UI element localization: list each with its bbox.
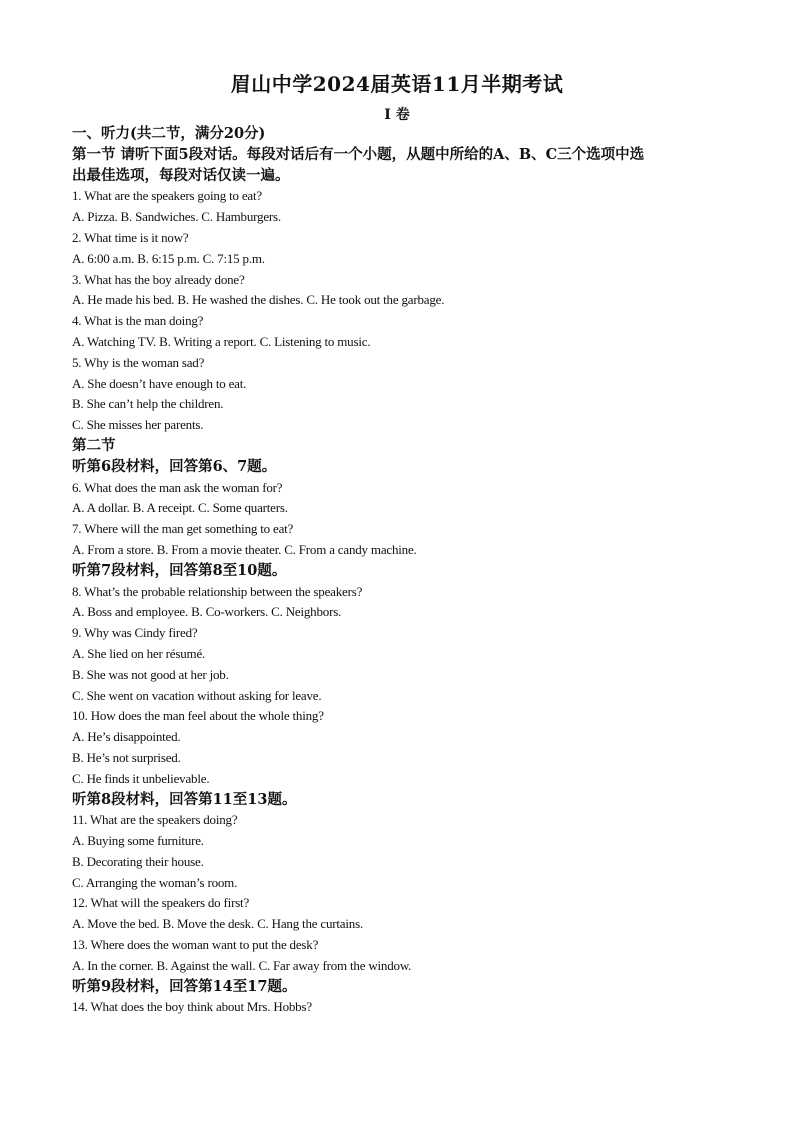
question-line: A. From a store. B. From a movie theater. C. From a candy machine.	[72, 541, 417, 557]
question-line: A. Watching TV. B. Writing a report. C. Listening to music.	[72, 333, 371, 349]
section-heading: 听第6段材料，回答第6、7题。	[72, 457, 277, 475]
question-line: 13. Where does the woman want to put the desk?	[72, 937, 319, 953]
question-line: C. She misses her parents.	[72, 417, 204, 433]
section-heading: 听第8段材料，回答第11至13题。	[72, 790, 297, 808]
question-line: 1. What are the speakers going to eat?	[72, 188, 262, 204]
exam-content	[72, 124, 732, 1018]
question-line: C. She went on vacation without asking for leave.	[72, 687, 322, 703]
question-line: 6. What does the man ask the woman for?	[72, 479, 283, 495]
question-line: 5. Why is the woman sad?	[72, 354, 205, 370]
question-line: A. A dollar. B. A receipt. C. Some quarters.	[72, 500, 288, 516]
question-line: A. Pizza. B. Sandwiches. C. Hamburgers.	[72, 209, 281, 225]
page-title: 眉山中学2024届英语11月半期考试	[230, 72, 564, 96]
section-heading: 出最佳选项，每段对话仅读一遍。	[72, 166, 290, 184]
question-line: 10. How does the man feel about the whole thing?	[72, 708, 324, 724]
question-line: A. 6:00 a.m. B. 6:15 p.m. C. 7:15 p.m.	[72, 250, 265, 266]
question-line: A. In the corner. B. Against the wall. C. Far away from the window.	[72, 957, 412, 973]
question-line: 3. What has the boy already done?	[72, 271, 245, 287]
question-line: A. She doesn’t have enough to eat.	[72, 375, 247, 391]
question-line: 4. What is the man doing?	[72, 313, 204, 329]
question-line: A. He’s disappointed.	[72, 729, 181, 745]
question-line: A. Move the bed. B. Move the desk. C. Hang the curtains.	[72, 916, 363, 932]
question-line: 9. Why was Cindy fired?	[72, 625, 198, 641]
question-line: 7. Where will the man get something to eat?	[72, 521, 294, 537]
question-line: 8. What’s the probable relationship between the speakers?	[72, 583, 363, 599]
question-line: B. He’s not surprised.	[72, 749, 181, 765]
section-heading: 听第7段材料，回答第8至10题。	[72, 561, 287, 579]
question-line: C. He finds it unbelievable.	[72, 770, 210, 786]
question-line: B. Decorating their house.	[72, 853, 204, 869]
question-line: A. He made his bed. B. He washed the dishes. C. He took out the garbage.	[72, 292, 445, 308]
question-line: 2. What time is it now?	[72, 229, 189, 245]
question-line: 12. What will the speakers do first?	[72, 895, 250, 911]
question-line: B. She was not good at her job.	[72, 666, 229, 682]
page-subtitle: I 卷	[384, 107, 410, 123]
question-line: 14. What does the boy think about Mrs. Hobbs?	[72, 999, 312, 1015]
section-heading: 听第9段材料，回答第14至17题。	[72, 977, 297, 995]
section-heading: 第二节	[72, 436, 116, 454]
question-line: B. She can’t help the children.	[72, 396, 224, 412]
section-heading: 一、听力(共二节，满分20分)	[72, 125, 266, 142]
question-line: A. Buying some furniture.	[72, 833, 204, 849]
question-line: C. Arranging the woman’s room.	[72, 874, 238, 890]
question-line: A. She lied on her résumé.	[72, 645, 206, 661]
question-line: A. Boss and employee. B. Co-workers. C. Neighbors.	[72, 604, 342, 620]
question-line: 11. What are the speakers doing?	[72, 812, 238, 828]
section-heading: 第一节 请听下面5段对话。每段对话后有一个小题，从题中所给的A、B、C三个选项中选	[72, 145, 645, 163]
